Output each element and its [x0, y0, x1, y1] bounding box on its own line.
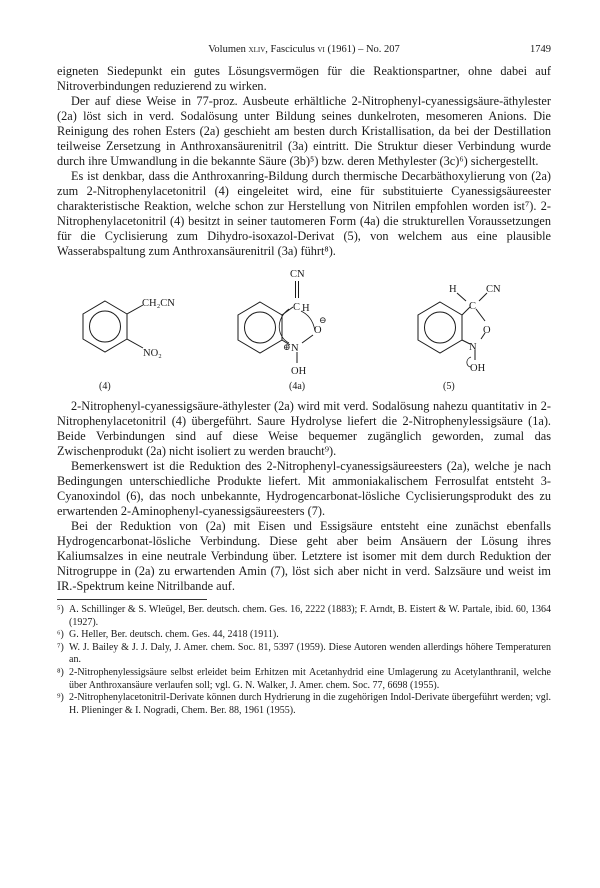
paragraph-mechanism: Es ist denkbar, dass die Anthroxanring-Bildung durch thermische Decarbäthoxylierung von (2a) zum 2-Nitrophenylacetonitril (4) eingeleitet wird, eine für substituierte Cyanessigsäureester charakteristische Reaktion, welche schon zur Herstellung von Nitrilen empfohlen worden ist⁷). 2-Nitrophenylacetonitril (4) besitzt in seiner tautomeren Form (4a) die strukturellen Voraussetzungen für die Cyclisierung zum Dihydro-isoxazol-Derivat (5), von welchem aus eine plausible Wasserabspaltung zum Anthroxansäurenitril (3a) führt⁸).	[57, 169, 551, 258]
paragraph-ester-synthesis: Der auf diese Weise in 77-proz. Ausbeute erhältliche 2-Nitrophenyl-cyanessigsäure-äthylester (2a) löst sich in verd. Sodalösung unter Bildung seines dunkelroten, mesomeren Anions. Die Reinigung des rohen Esters (2a) geschieht am besten durch Kristallisation, da bei der Destillation teilweise Zersetzung in Anthroxansäurenitril (3a) eintritt. Die Struktur dieser Verbindung wurde durch ihre Umwandlung in die bekannte Säure (3b)⁵) bzw. deren Methylester (3c)⁶) sichergestellt.	[57, 94, 551, 168]
footnote-text: A. Schillinger & S. Wleügel, Ber. deutsch. chem. Ges. 16, 2222 (1883); F. Arndt, B. Eistert & W. Partale, ibid. 60, 1364 (1927).	[69, 604, 551, 628]
footnote-mark: ⁶)	[57, 629, 64, 641]
s4-no2: NO₂	[143, 348, 162, 359]
footnotes	[57, 604, 551, 717]
s5-c: C	[469, 301, 477, 312]
footnote-9	[57, 692, 551, 717]
footnote-rule	[57, 599, 207, 600]
structure-figure	[57, 259, 551, 399]
footnote-text: G. Heller, Ber. deutsch. chem. Ges. 44, 2418 (1911).	[69, 629, 279, 641]
s4a-plus: ⊕	[283, 342, 291, 352]
s4a-minus: ⊖	[319, 315, 327, 325]
s4-ch2cn: CH₂CN	[142, 298, 175, 309]
paragraph-hydrolysis: 2-Nitrophenyl-cyanessigsäure-äthylester (2a) wird mit verd. Sodalösung nahezu quantitativ in 2-Nitrophenylacetonitril (4) übergeführt. Saure Hydrolyse liefert die 2-Nitrophenylessigsäure (1a). Beide Verbindungen sind auf diese Weise bequemer zugänglich geworden, zumal das Zwischenprodukt (2a) nicht isoliert zu werden braucht⁹).	[57, 399, 551, 458]
s5-n: N	[469, 342, 477, 353]
running-header	[57, 44, 551, 60]
s4a-c: C	[293, 302, 301, 313]
footnote-mark: ⁵)	[57, 604, 64, 615]
journal-page	[57, 44, 551, 717]
s4a-cn: CN	[290, 269, 305, 280]
s5-cn: CN	[486, 284, 501, 295]
footnote-text: W. J. Bailey & J. J. Daly, J. Amer. chem. Soc. 81, 5397 (1959). Diese Autoren wenden allerdings höhere Temperaturen an.	[69, 641, 551, 666]
fascicle-numeral: vi	[317, 44, 325, 55]
s5-label: (5)	[443, 381, 455, 392]
journal-citation: Volumen xliv, Fasciculus vi (1961) – No. 207	[208, 44, 400, 55]
footnote-mark: ⁷)	[57, 641, 64, 653]
paragraph-iron-reduction: Bei der Reduktion von (2a) mit Eisen und Essigsäure entsteht eine zunächst ebenfalls Hydrogencarbonat-lösliche Verbindung. Diese geht aber beim Ansäuern der Lösung ihres Kaliumsalzes in eine neutrale Verbindung über. Letztere ist isomer mit dem durch Reduktion der Nitrogruppe in (2a) zu erwartenden Amin (7), löst sich aber nicht in verd. Salzsäure und weist im IR.-Spektrum keine Nitrilbande auf.	[57, 519, 551, 593]
s4-label: (4)	[99, 381, 111, 392]
structure-5	[418, 293, 487, 367]
footnote-text: 2-Nitrophenylacetonitril-Derivate können durch Hydrierung in die zugehörigen Indol-Derivate übergeführt werden; vgl. H. Plieninger & I. Nogradi, Chem. Ber. 88, 1961 (1955).	[69, 692, 551, 716]
s4a-n: N	[291, 343, 299, 354]
volume-numeral: xliv	[248, 44, 266, 55]
page-number: 1749	[530, 44, 551, 55]
body-text	[57, 64, 551, 594]
s4a-label: (4a)	[289, 381, 306, 392]
paragraph-reduction: Bemerkenswert ist die Reduktion des 2-Nitrophenyl-cyanessigsäureesters (2a), welche je nach Bedingungen unterschiedliche Produkte liefert. Mit ammoniakalischem Ferrosulfat entsteht 3-Cyanoxindol (6), das noch unbekannte, Hydrogencarbonat-lösliche Cyclisierungsprodukt des zu erwartenden 2-Aminophenyl-cyanessigsäureesters (7).	[57, 459, 551, 518]
s5-o: O	[483, 325, 491, 336]
footnote-mark: ⁸)	[57, 666, 64, 678]
chemical-structures	[57, 259, 551, 399]
s4a-h: H	[302, 303, 310, 314]
footnote-6	[57, 629, 551, 642]
s4a-oh: OH	[291, 366, 307, 377]
footnote-text: 2-Nitrophenylessigsäure selbst erleidet beim Erhitzen mit Acetanhydrid eine Umlagerung zu Acetylanthranil, welche über Anthroxansäure verlaufen soll; vgl. G. N. Walker, J. Amer. chem. Soc. 77, 6698 (1955).	[69, 666, 551, 691]
footnote-7	[57, 642, 551, 667]
paragraph-continuation: eigneten Siedepunkt ein gutes Lösungsvermögen für die Reaktionspartner, ohne dabei auf Nitroverbindungen reduzierend zu wirken.	[57, 64, 551, 93]
footnote-mark: ⁹)	[57, 692, 64, 704]
s5-h: H	[449, 284, 457, 295]
structure-4	[83, 301, 143, 352]
footnote-5	[57, 604, 551, 629]
footnote-8	[57, 667, 551, 692]
s4a-o: O	[314, 325, 322, 336]
s5-oh: OH	[470, 363, 486, 374]
structure-4a	[238, 281, 315, 363]
